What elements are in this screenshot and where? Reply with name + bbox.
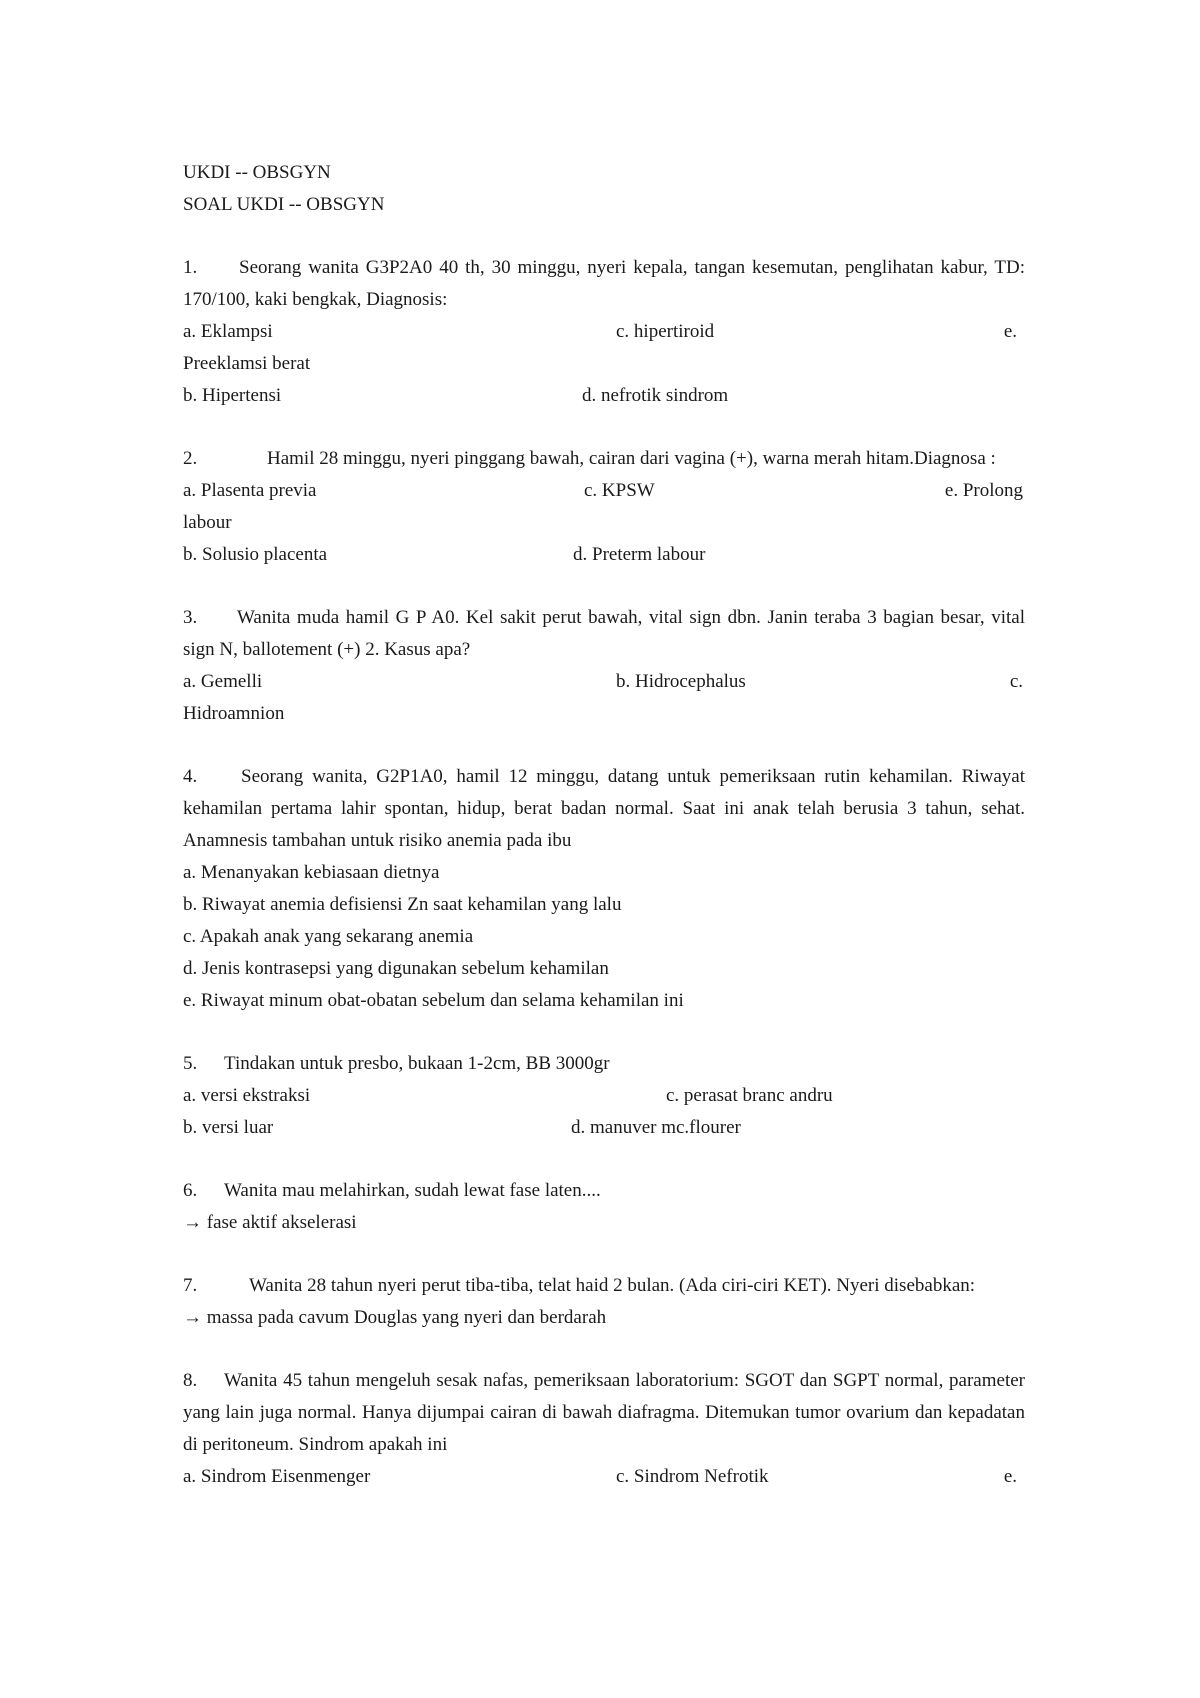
option-a: a. Menanyakan kebiasaan dietnya bbox=[183, 862, 440, 883]
option-b: b. Solusio placenta bbox=[183, 544, 328, 565]
option-c: c. Apakah anak yang sekarang anemia bbox=[183, 926, 474, 947]
question-2 bbox=[183, 443, 1025, 475]
options-row bbox=[183, 475, 1025, 507]
option-b: b. Hipertensi bbox=[183, 385, 282, 406]
question-3 bbox=[183, 602, 1025, 666]
option-d: d. nefrotik sindrom bbox=[582, 385, 729, 406]
question-number: 6. bbox=[183, 1180, 198, 1201]
question-8 bbox=[183, 1365, 1025, 1461]
question-6 bbox=[183, 1175, 1025, 1207]
option-a: a. Gemelli bbox=[183, 671, 263, 692]
option-d: d. manuver mc.flourer bbox=[571, 1117, 741, 1138]
option-b: b. Hidrocephalus bbox=[616, 671, 746, 692]
question-text: Tindakan untuk presbo, bukaan 1-2cm, BB 3000gr bbox=[224, 1053, 610, 1074]
option-c: c. hipertiroid bbox=[616, 321, 715, 342]
option-a: a. Plasenta previa bbox=[183, 480, 317, 501]
question-number: 1. bbox=[183, 257, 198, 278]
option-c: c. KPSW bbox=[584, 480, 655, 501]
option-e: e. Riwayat minum obat-obatan sebelum dan selama kehamilan ini bbox=[183, 990, 684, 1011]
option-e-text: labour bbox=[183, 512, 232, 533]
question-text: Wanita 28 tahun nyeri perut tiba-tiba, telat haid 2 bulan. (Ada ciri-ciri KET). Nyeri disebabkan: bbox=[249, 1275, 976, 1296]
document-content bbox=[183, 157, 1025, 1493]
document-title: UKDI -- OBSGYN bbox=[183, 162, 331, 183]
question-number: 8. bbox=[183, 1370, 198, 1391]
option-e-label: e. bbox=[1003, 1466, 1017, 1487]
question-text: Hamil 28 minggu, nyeri pinggang bawah, cairan dari vagina (+), warna merah hitam.Diagnosa : bbox=[267, 448, 996, 469]
option-d: d. Preterm labour bbox=[573, 544, 706, 565]
document-subtitle: SOAL UKDI -- OBSGYN bbox=[183, 194, 385, 215]
question-number: 2. bbox=[183, 448, 198, 469]
question-text: Seorang wanita, G2P1A0, hamil 12 minggu, datang untuk pemeriksaan rutin kehamilan. Riwayat kehamilan pertama lahir spontan, hidup, berat badan normal. Saat ini anak telah berusia 3 tahun, sehat. Anamnesis tambahan untuk risiko anemia pada ibu bbox=[183, 766, 1025, 851]
question-number: 4. bbox=[183, 766, 198, 787]
option-c: c. perasat branc andru bbox=[666, 1085, 833, 1106]
question-4 bbox=[183, 761, 1025, 857]
question-number: 3. bbox=[183, 607, 198, 628]
question-number: 7. bbox=[183, 1275, 198, 1296]
option-e-text: Preeklamsi berat bbox=[183, 353, 311, 374]
option-e-label: e. Prolong bbox=[944, 480, 1023, 501]
option-b: b. versi luar bbox=[183, 1117, 274, 1138]
option-a: a. Sindrom Eisenmenger bbox=[183, 1466, 371, 1487]
question-1 bbox=[183, 252, 1025, 316]
option-a: a. versi ekstraksi bbox=[183, 1085, 311, 1106]
option-c-label: c. bbox=[1009, 671, 1023, 692]
option-b: b. Riwayat anemia defisiensi Zn saat kehamilan yang lalu bbox=[183, 894, 622, 915]
question-number: 5. bbox=[183, 1053, 198, 1074]
answer-line: → massa pada cavum Douglas yang nyeri dan berdarah bbox=[183, 1307, 607, 1328]
options-row bbox=[183, 380, 1025, 412]
options-row bbox=[183, 666, 1025, 698]
option-c: c. Sindrom Nefrotik bbox=[616, 1466, 769, 1487]
option-d: d. Jenis kontrasepsi yang digunakan sebelum kehamilan bbox=[183, 958, 609, 979]
question-5 bbox=[183, 1048, 1025, 1080]
question-text: Wanita mau melahirkan, sudah lewat fase laten.... bbox=[224, 1180, 601, 1201]
options-row bbox=[183, 316, 1025, 348]
question-text: Seorang wanita G3P2A0 40 th, 30 minggu, nyeri kepala, tangan kesemutan, penglihatan kabur, TD: 170/100, kaki bengkak, Diagnosis: bbox=[183, 257, 1025, 310]
option-a: a. Eklampsi bbox=[183, 321, 273, 342]
question-text: Wanita muda hamil G P A0. Kel sakit perut bawah, vital sign dbn. Janin teraba 3 bagian besar, vital sign N, ballotement (+) 2. Kasus apa? bbox=[183, 607, 1025, 660]
option-e-label: e. bbox=[1003, 321, 1017, 342]
options-row bbox=[183, 539, 1025, 571]
options-row bbox=[183, 1461, 1025, 1493]
question-text: Wanita 45 tahun mengeluh sesak nafas, pemeriksaan laboratorium: SGOT dan SGPT normal, parameter yang lain juga normal. Hanya dijumpai cairan di bawah diafragma. Ditemukan tumor ovarium dan kepadatan di peritoneum. Sindrom apakah ini bbox=[183, 1370, 1025, 1455]
options-row bbox=[183, 1112, 1025, 1144]
option-c-text: Hidroamnion bbox=[183, 703, 285, 724]
question-7 bbox=[183, 1270, 1025, 1302]
answer-line: → fase aktif akselerasi bbox=[183, 1212, 357, 1233]
options-row bbox=[183, 1080, 1025, 1112]
